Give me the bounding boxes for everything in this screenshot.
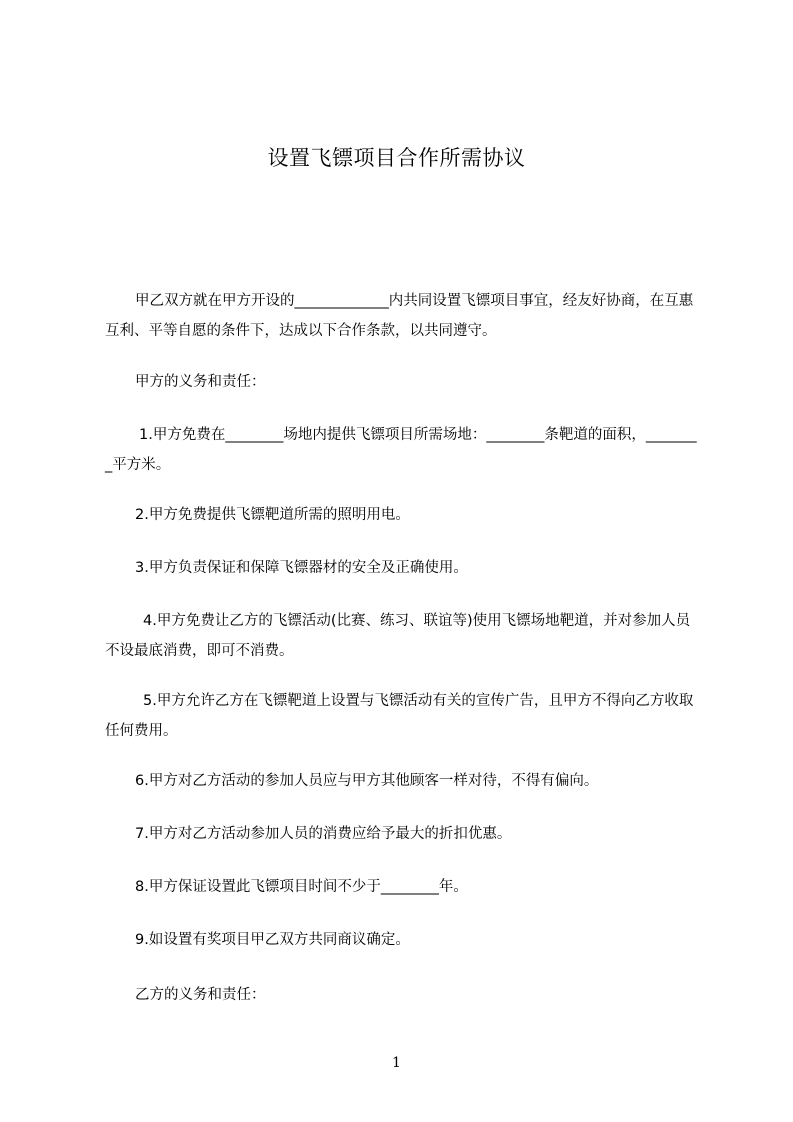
party-a-item-4: 4.甲方免费让乙方的飞镖活动(比赛、练习、联谊等)使用飞镖场地靶道，并对参加人员不设最底消费，即可不消费。 [105, 613, 691, 659]
party-a-item-6: 6.甲方对乙方活动的参加人员应与甲方其他顾客一样对待，不得有偏向。 [135, 773, 599, 789]
document-title: 设置飞镖项目合作所需协议 [267, 146, 526, 170]
intro-paragraph: 甲乙双方就在甲方开设的_____________内共同设置飞镖项目事宜，经友好协商，在互惠互利、平等自愿的条件下，达成以下合作条款，以共同遵守。 [105, 293, 694, 339]
party-a-item-9: 9.如设置有奖项目甲乙双方共同商议确定。 [135, 932, 410, 948]
party-a-item-1: 1.甲方免费在________场地内提供飞镖项目所需场地：________条靶道的面积，________平方米。 [105, 427, 697, 473]
party-a-item-2: 2.甲方免费提供飞镖靶道所需的照明用电。 [135, 507, 410, 523]
party-a-item-7: 7.甲方对乙方活动参加人员的消费应给予最大的折扣优惠。 [135, 826, 512, 842]
party-b-heading: 乙方的义务和责任： [135, 987, 266, 1003]
party-a-heading: 甲方的义务和责任： [135, 374, 266, 390]
party-a-item-8: 8.甲方保证设置此飞镖项目时间不少于________年。 [135, 879, 468, 895]
party-a-item-3: 3.甲方负责保证和保障飞镖器材的安全及正确使用。 [135, 560, 468, 576]
page-number: 1 [392, 1055, 401, 1071]
party-a-item-5: 5.甲方允许乙方在飞镖靶道上设置与飞镖活动有关的宣传广告，且甲方不得向乙方收取任何费用。 [105, 693, 694, 739]
